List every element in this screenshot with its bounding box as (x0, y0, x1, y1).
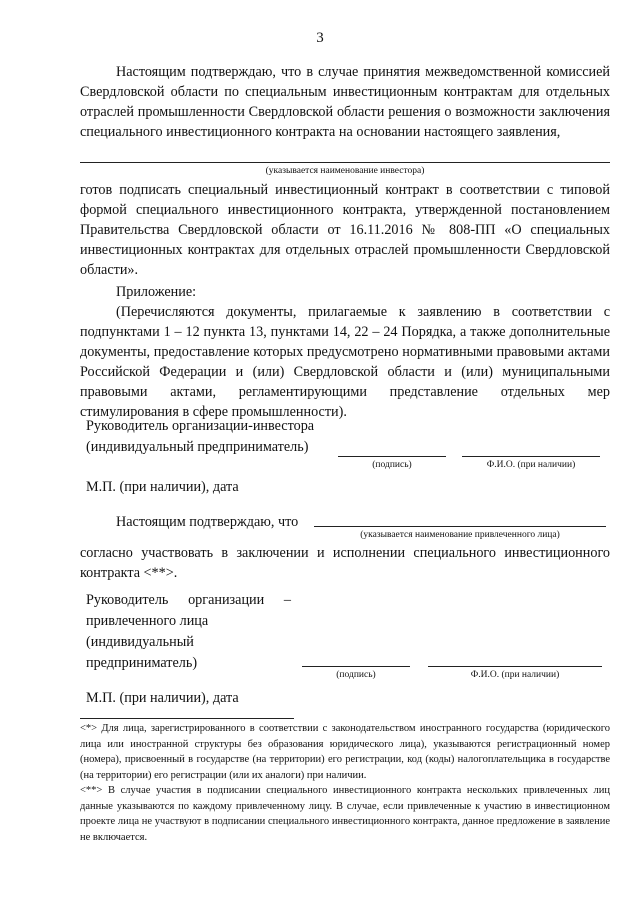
footnotes (80, 721, 610, 845)
involved-name-caption: (указывается наименование привлеченного лица) (360, 530, 560, 540)
footnote-1: <*> Для лица, зарегистрированного в соответствии с законодательством иностранного государства (юридического лица или иностранной структуры без образования юридического лица), указываются регистрационный номер (номера), присвоенный в государстве (на территории) его регистрации, код (коды) налогоплательщика в государстве (на территории) его регистрации (или их аналоги) при наличии. (80, 723, 610, 781)
page-number: 3 (316, 30, 324, 46)
involved-signature-caption: (подпись) (336, 670, 376, 680)
footnote-2: <**> В случае участия в подписании специального инвестиционного контракта нескольких привлеченных лиц данные указываются по каждому привлеченному лицу. В случае, если привлеченные к участию в инвестиционном проекте лица не участвуют в подписании специального инвестиционного контракта, данное предложение в заявление не включается. (80, 785, 610, 843)
investor-signatory-line2: (индивидуальный предприниматель) (86, 439, 309, 455)
investor-name-caption: (указывается наименование инвестора) (265, 166, 425, 176)
investor-signatory (86, 416, 314, 458)
investor-signatory-line1: Руководитель организации-инвестора (86, 418, 315, 434)
involved-signatory-line2: привлеченного лица (86, 613, 209, 629)
investor-name-line (80, 162, 610, 163)
involved-prefix: Настоящим подтверждаю, что (116, 514, 299, 530)
attachment-title: Приложение: (116, 284, 197, 300)
investor-stamp-date: М.П. (при наличии), дата (86, 479, 239, 495)
confirm-text: Настоящим подтверждаю, что в случае принятия межведомственной комиссией Свердловской области по специальным инвестиционным контрактам для отдельных отраслей промышленности Свердловской области решения о возможности заключения специального инвестиционного контракта на основании настоящего заявления, (80, 64, 610, 140)
involved-name-line (314, 526, 606, 527)
involved-fio-line (428, 666, 602, 667)
involved-fio-caption: Ф.И.О. (при наличии) (470, 670, 560, 680)
attachment-text: (Перечисляются документы, прилагаемые к заявлению в соответствии с подпунктами 1 – 12 пункта 13, пунктами 14, 22 – 24 Порядка, а также дополнительные документы, предоставление которых предусмотрено нормативными правовыми актами Российской Федерации и (или) Свердловской области и (или) муниципальными правовыми актами, регламентирующими представление отдельных мер стимулирования в сфере промышленности). (80, 304, 610, 420)
investor-fio-caption: Ф.И.О. (при наличии) (486, 460, 576, 470)
involved-signatory-line3: (индивидуальный (86, 634, 194, 650)
involved-signatory-line1: Руководитель организации – (86, 592, 291, 608)
confirm-continuation-text: готов подписать специальный инвестиционный контракт в соответствии с типовой формой специального инвестиционного контракта, утвержденной постановлением Правительства Свердловской области от 16.11.2016 № 808-ПП «О специальных инвестиционных контрактах для отдельных отраслей промышленности Свердловской области». (80, 182, 610, 278)
investor-signature-line (338, 456, 446, 457)
attachment-section (80, 282, 610, 422)
investor-fio-line (462, 456, 600, 457)
involved-signatory-line4: предприниматель) (86, 655, 198, 671)
involved-signatory (86, 590, 291, 674)
involved-paragraph (80, 543, 610, 583)
involved-text: согласно участвовать в заключении и исполнении специального инвестиционного контракта <**>. (80, 545, 610, 581)
footnote-separator (80, 718, 294, 719)
confirm-continuation (80, 180, 610, 280)
confirm-paragraph (80, 62, 610, 142)
involved-signature-line (302, 666, 410, 667)
involved-stamp-date: М.П. (при наличии), дата (86, 690, 239, 706)
investor-signature-caption: (подпись) (372, 460, 412, 470)
